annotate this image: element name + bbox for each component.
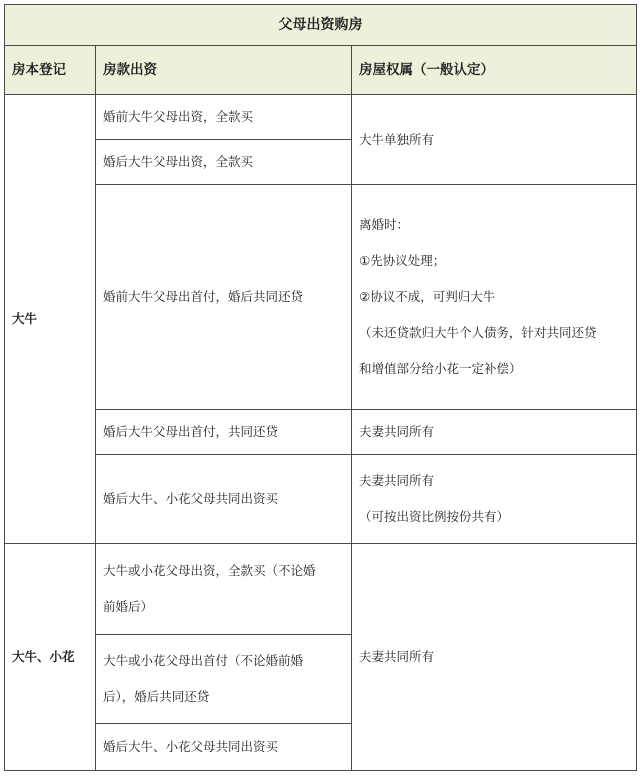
table-row <box>5 185 637 410</box>
table-title: 父母出资购房 <box>5 5 637 46</box>
ownership-cell-divorce <box>352 185 637 410</box>
table-row <box>5 455 637 544</box>
table-header-row <box>5 46 637 95</box>
funding-line: 后），婚后共同还贷 <box>103 689 210 704</box>
funding-line: 大牛或小花父母出资，全款买（不论婚 <box>103 563 316 578</box>
ownership-line: 离婚时： <box>359 217 410 232</box>
funding-cell: 婚后大牛父母出资，全款买 <box>96 140 352 185</box>
funding-cell: 婚后大牛父母出首付，共同还贷 <box>96 410 352 455</box>
header-funding: 房款出资 <box>96 46 352 95</box>
funding-cell <box>96 544 352 635</box>
ownership-line: 夫妻共同所有 <box>359 473 435 488</box>
table-row <box>5 95 637 140</box>
ownership-line: ②协议不成，可判归大牛 <box>359 289 496 304</box>
registration-daniu: 大牛 <box>5 95 96 544</box>
funding-line: 前婚后） <box>103 599 154 614</box>
ownership-line: （未还贷款归大牛个人债务，针对共同还贷 <box>359 325 597 340</box>
ownership-cell-shared <box>352 455 637 544</box>
funding-line: 大牛或小花父母出首付（不论婚前婚 <box>103 653 304 668</box>
funding-cell: 婚前大牛父母出首付，婚后共同还贷 <box>96 185 352 410</box>
ownership-line: 和增值部分给小花一定补偿） <box>359 361 522 376</box>
ownership-cell: 夫妻共同所有 <box>352 544 637 771</box>
table-row <box>5 544 637 635</box>
funding-cell: 婚前大牛父母出资，全款买 <box>96 95 352 140</box>
funding-cell <box>96 635 352 724</box>
table-title-row <box>5 5 637 46</box>
ownership-line: （可按出资比例按份共有） <box>359 509 510 524</box>
funding-cell: 婚后大牛、小花父母共同出资买 <box>96 724 352 771</box>
header-registration: 房本登记 <box>5 46 96 95</box>
ownership-cell: 夫妻共同所有 <box>352 410 637 455</box>
funding-cell: 婚后大牛、小花父母共同出资买 <box>96 455 352 544</box>
ownership-line: ①先协议处理； <box>359 253 446 268</box>
header-ownership: 房屋权属（一般认定） <box>352 46 637 95</box>
parent-funded-house-table <box>4 4 637 771</box>
ownership-cell: 大牛单独所有 <box>352 95 637 185</box>
table-row <box>5 410 637 455</box>
registration-daniu-xiaohua: 大牛、小花 <box>5 544 96 771</box>
